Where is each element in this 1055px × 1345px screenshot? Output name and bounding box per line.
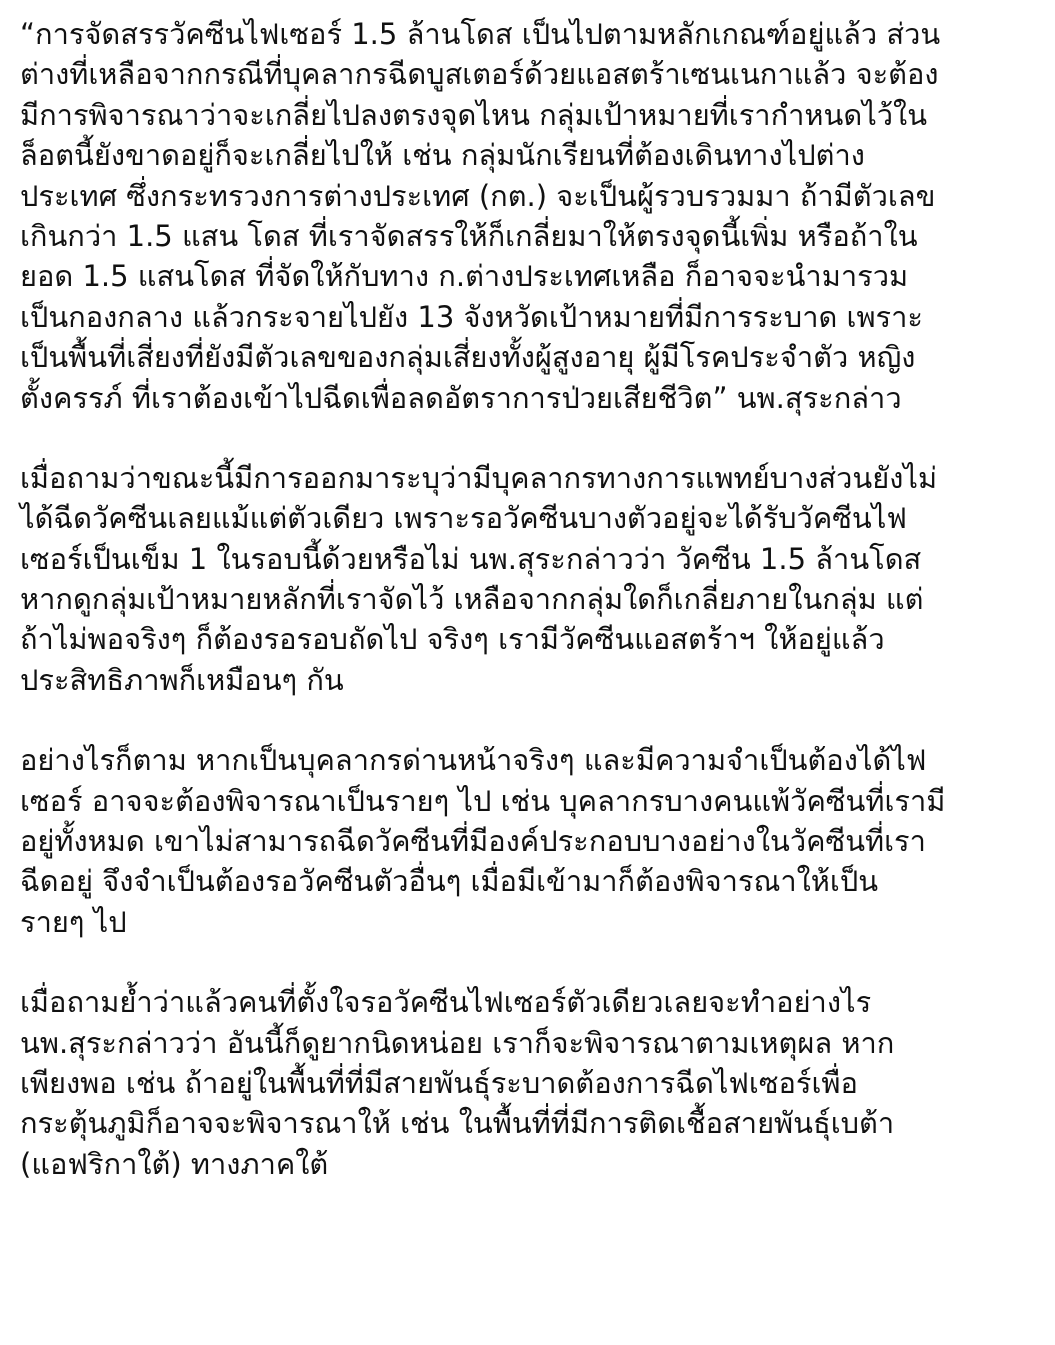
text-line: ถ้าไม่พอจริงๆ ก็ต้องรอรอบถัดไป จริงๆ เรามีวัคซีนแอสตร้าฯ ให้อยู่แล้ว	[20, 622, 885, 657]
text-line: เกินกว่า 1.5 แสน โดส ที่เราจัดสรรให้ก็เกลี่ยมาให้ตรงจุดนี้เพิ่ม หรือถ้าใน	[20, 218, 918, 253]
text-line: (แอฟริกาใต้) ทางภาคใต้	[20, 1146, 329, 1181]
text-line: ยอด 1.5 แสนโดส ที่จัดให้กับทาง ก.ต่างประเทศเหลือ ก็อาจจะนำมารวม	[20, 259, 909, 294]
text-line: เมื่อถามย้ำว่าแล้วคนที่ตั้งใจรอวัคซีนไฟเซอร์ตัวเดียวเลยจะทำอย่างไร	[20, 985, 872, 1020]
text-line: เมื่อถามว่าขณะนี้มีการออกมาระบุว่ามีบุคลากรทางการแพทย์บางส่วนยังไม่	[20, 460, 938, 495]
text-line: ได้ฉีดวัคซีนเลยแม้แต่ตัวเดียว เพราะรอวัคซีนบางตัวอยู่จะได้รับวัคซีนไฟ	[20, 501, 907, 536]
text-line: ตั้งครรภ์ ที่เราต้องเข้าไปฉีดเพื่อลดอัตราการป่วยเสียชีวิต” นพ.สุระกล่าว	[20, 380, 902, 415]
text-line: อยู่ทั้งหมด เขาไม่สามารถฉีดวัคซีนที่มีองค์ประกอบบางอย่างในวัคซีนที่เรา	[20, 824, 926, 859]
text-line: ประสิทธิภาพก็เหมือนๆ กัน	[20, 662, 344, 697]
text-line: กระตุ้นภูมิก็อาจจะพิจารณาให้ เช่น ในพื้นที่ที่มีการติดเชื้อสายพันธุ์เบต้า	[20, 1106, 895, 1141]
text-line: เซอร์ อาจจะต้องพิจารณาเป็นรายๆ ไป เช่น บุคลากรบางคนแพ้วัคซีนที่เรามี	[20, 783, 946, 818]
text-line: นพ.สุระกล่าวว่า อันนี้ก็ดูยากนิดหน่อย เราก็จะพิจารณาตามเหตุผล หาก	[20, 1025, 895, 1060]
text-line: มีการพิจารณาว่าจะเกลี่ยไปลงตรงจุดไหน กลุ่มเป้าหมายที่เรากำหนดไว้ใน	[20, 97, 928, 132]
text-line: เป็นพื้นที่เสี่ยงที่ยังมีตัวเลขของกลุ่มเสี่ยงทั้งผู้สูงอายุ ผู้มีโรคประจำตัว หญิง	[20, 340, 916, 375]
text-line: ประเทศ ซึ่งกระทรวงการต่างประเทศ (กต.) จะเป็นผู้รวบรวมมา ถ้ามีตัวเลข	[20, 178, 936, 213]
text-line: รายๆ ไป	[20, 904, 127, 939]
article-body	[20, 14, 1040, 1224]
paragraph-1	[20, 14, 1040, 418]
text-line: ฉีดอยู่ จึงจำเป็นต้องรอวัคซีนตัวอื่นๆ เมื่อมีเข้ามาก็ต้องพิจารณาให้เป็น	[20, 864, 879, 899]
text-line: ต่างที่เหลือจากกรณีที่บุคลากรฉีดบูสเตอร์ด้วยแอสตร้าเซนเนกาแล้ว จะต้อง	[20, 57, 939, 92]
text-line: “การจัดสรรวัคซีนไฟเซอร์ 1.5 ล้านโดส เป็นไปตามหลักเกณฑ์อยู่แล้ว ส่วน	[20, 17, 941, 51]
text-line: หากดูกลุ่มเป้าหมายหลักที่เราจัดไว้ เหลือจากกลุ่มใดก็เกลี่ยภายในกลุ่ม แต่	[20, 582, 924, 617]
text-line: เซอร์เป็นเข็ม 1 ในรอบนี้ด้วยหรือไม่ นพ.สุระกล่าวว่า วัคซีน 1.5 ล้านโดส	[20, 541, 922, 576]
text-line: เป็นกองกลาง แล้วกระจายไปยัง 13 จังหวัดเป้าหมายที่มีการระบาด เพราะ	[20, 299, 923, 334]
text-line: ล็อตนี้ยังขาดอยู่ก็จะเกลี่ยไปให้ เช่น กลุ่มนักเรียนที่ต้องเดินทางไปต่าง	[20, 138, 865, 173]
text-line: อย่างไรก็ตาม หากเป็นบุคลากรด่านหน้าจริงๆ และมีความจำเป็นต้องได้ไฟ	[20, 743, 927, 778]
paragraph-2	[20, 458, 1040, 700]
paragraph-3	[20, 740, 1040, 942]
paragraph-4	[20, 982, 1040, 1184]
text-line: เพียงพอ เช่น ถ้าอยู่ในพื้นที่ที่มีสายพันธุ์ระบาดต้องการฉีดไฟเซอร์เพื่อ	[20, 1065, 858, 1100]
